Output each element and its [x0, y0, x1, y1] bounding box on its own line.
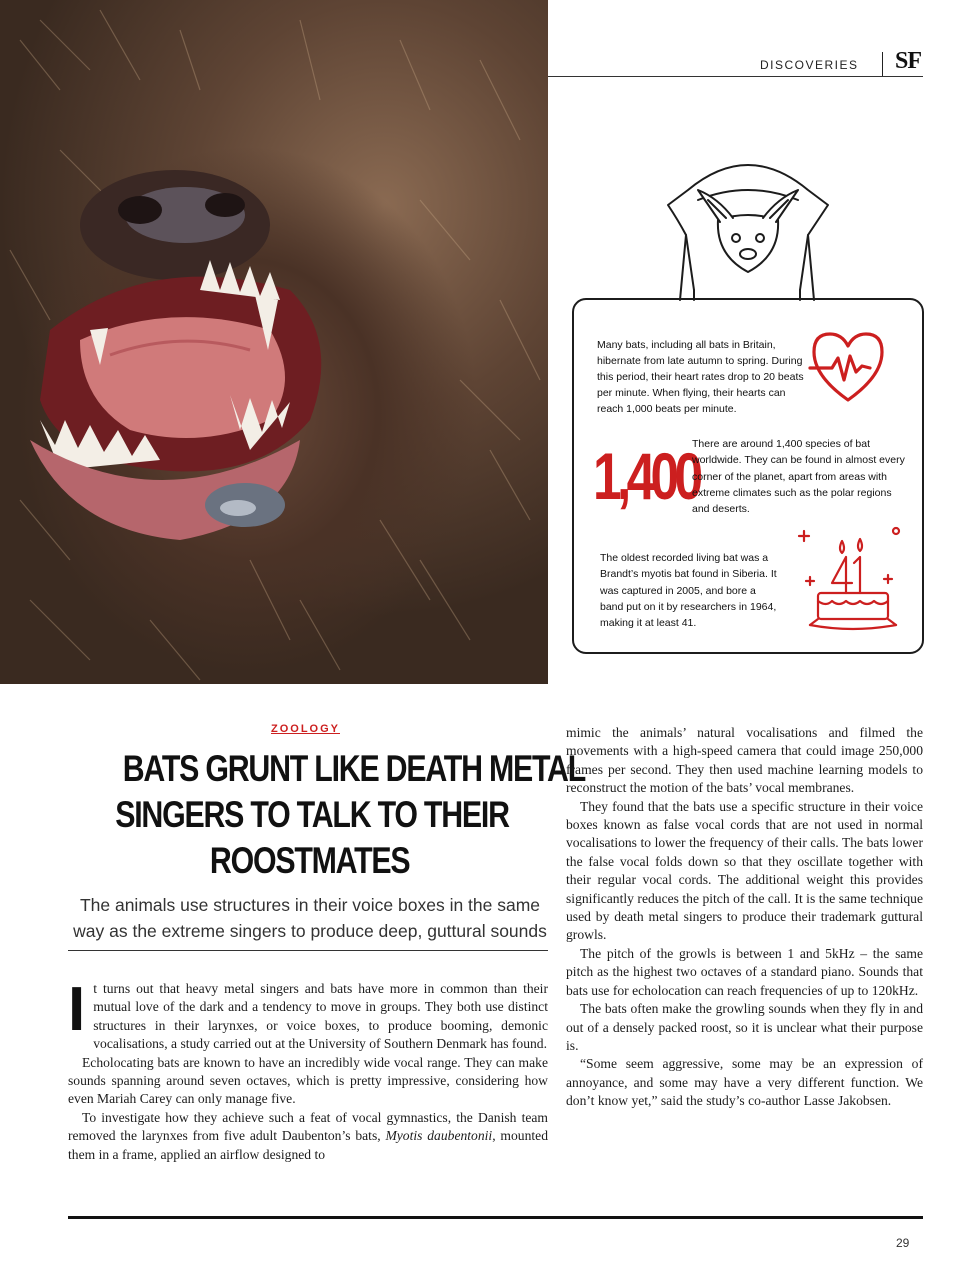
headline-line-1: BATS GRUNT LIKE DEATH METAL [122, 748, 586, 789]
magazine-logo: SF [895, 48, 922, 74]
header-rule [548, 76, 923, 77]
paragraph-4: mimic the animals’ natural vocalisations and filmed the movements with a high-speed camera that could image 250,000 frames per second. They then used machine learning models to reconstruct the motion of the bats’ vocal membranes. [566, 725, 923, 796]
section-label: DISCOVERIES [760, 58, 859, 72]
standfirst-rule [68, 950, 548, 951]
species-name: Myotis daubentonii [385, 1128, 493, 1144]
species-fact: There are around 1,400 species of bat worldwide. They can be found in almost every corner of the planet, apart from areas with extreme climates such as the polar regions and deserts. [692, 438, 905, 516]
paragraph-6: The pitch of the growls is between 1 and 5kHz – the same pitch as the highest two octaves of a standard piano. Sounds that bats use for echolocation can reach frequencies of up to 120kHz. [566, 945, 923, 998]
heartbeat-icon [808, 328, 888, 408]
headline-line-3: ROOSTMATES [210, 840, 410, 881]
paragraph-5: They found that the bats use a specific structure in their voice boxes known as false vocal cords that are not used in normal vocalisations to lower the frequency of their calls. The bats lower the false vocal folds down so that they oscillate together with their regular vocal cords. The additional weight this provides significantly reduces the pitch of the call. It is the same technique used by death metal singers to produce their trademark guttural growls. [566, 798, 923, 943]
article-column-right [566, 724, 923, 1111]
footer-rule [68, 1216, 923, 1219]
bat-icon [658, 160, 838, 302]
bat-mouth-photo [0, 0, 548, 684]
birthday-cake-icon [796, 525, 906, 637]
hibernation-fact: Many bats, including all bats in Britain, hibernate from late autumn to spring. During this period, their heart rates drop to 20 beats per minute. When flying, their hearts can reach 1,000 beats per minute. [597, 339, 804, 415]
page-number: 29 [896, 1236, 910, 1250]
paragraph-3: To investigate how they achieve such a feat of vocal gymnastics, the Danish team removed the larynxes from five adult Daubenton’s bats, Myotis daubentonii, mounted them in a frame, applied an airflow designed to [68, 1109, 548, 1162]
paragraph-7: The bats often make the growling sounds when they fly in and out of a densely packed roost, so it is unclear what their purpose is. [566, 1001, 923, 1053]
species-count: 1,400 [593, 439, 699, 513]
paragraph-8: “Some seem aggressive, some may be an expression of annoyance, and some may have a very different function. We don’t know yet,” said the study’s co-author Lasse Jakobsen. [566, 1056, 923, 1109]
article-column-left [68, 975, 548, 1164]
header-divider [882, 52, 883, 76]
article-headline [72, 746, 586, 884]
standfirst: The animals use structures in their voice boxes in the same way as the extreme singers to produce deep, guttural sounds [73, 895, 547, 941]
drop-cap: I [68, 975, 86, 1044]
oldest-bat-fact: The oldest recorded living bat was a Brandt’s myotis bat found in Siberia. It was captured in 2005, and bore a band put on it by researchers in 1964, making it at least 41. [600, 552, 777, 630]
paragraph-2: Echolocating bats are known to have an incredibly wide vocal range. They can make sounds spanning around seven octaves, which is pretty impressive, considering how even Mariah Carey can only manage five. [68, 1054, 548, 1107]
photo-illustration [0, 0, 548, 684]
cake-number: 41 [852, 589, 854, 590]
headline-line-2: SINGERS TO TALK TO THEIR [115, 794, 509, 835]
category-kicker: ZOOLOGY [271, 723, 340, 735]
paragraph-1: It turns out that heavy metal singers and bats have more in common than their mutual love of the dark and a tendency to move in groups. They both use distinct structures in their larynxes, or voice boxes, to produce booming, demonic vocalisations, a study carried out at the University of Southern Denmark has found. [68, 975, 548, 1052]
